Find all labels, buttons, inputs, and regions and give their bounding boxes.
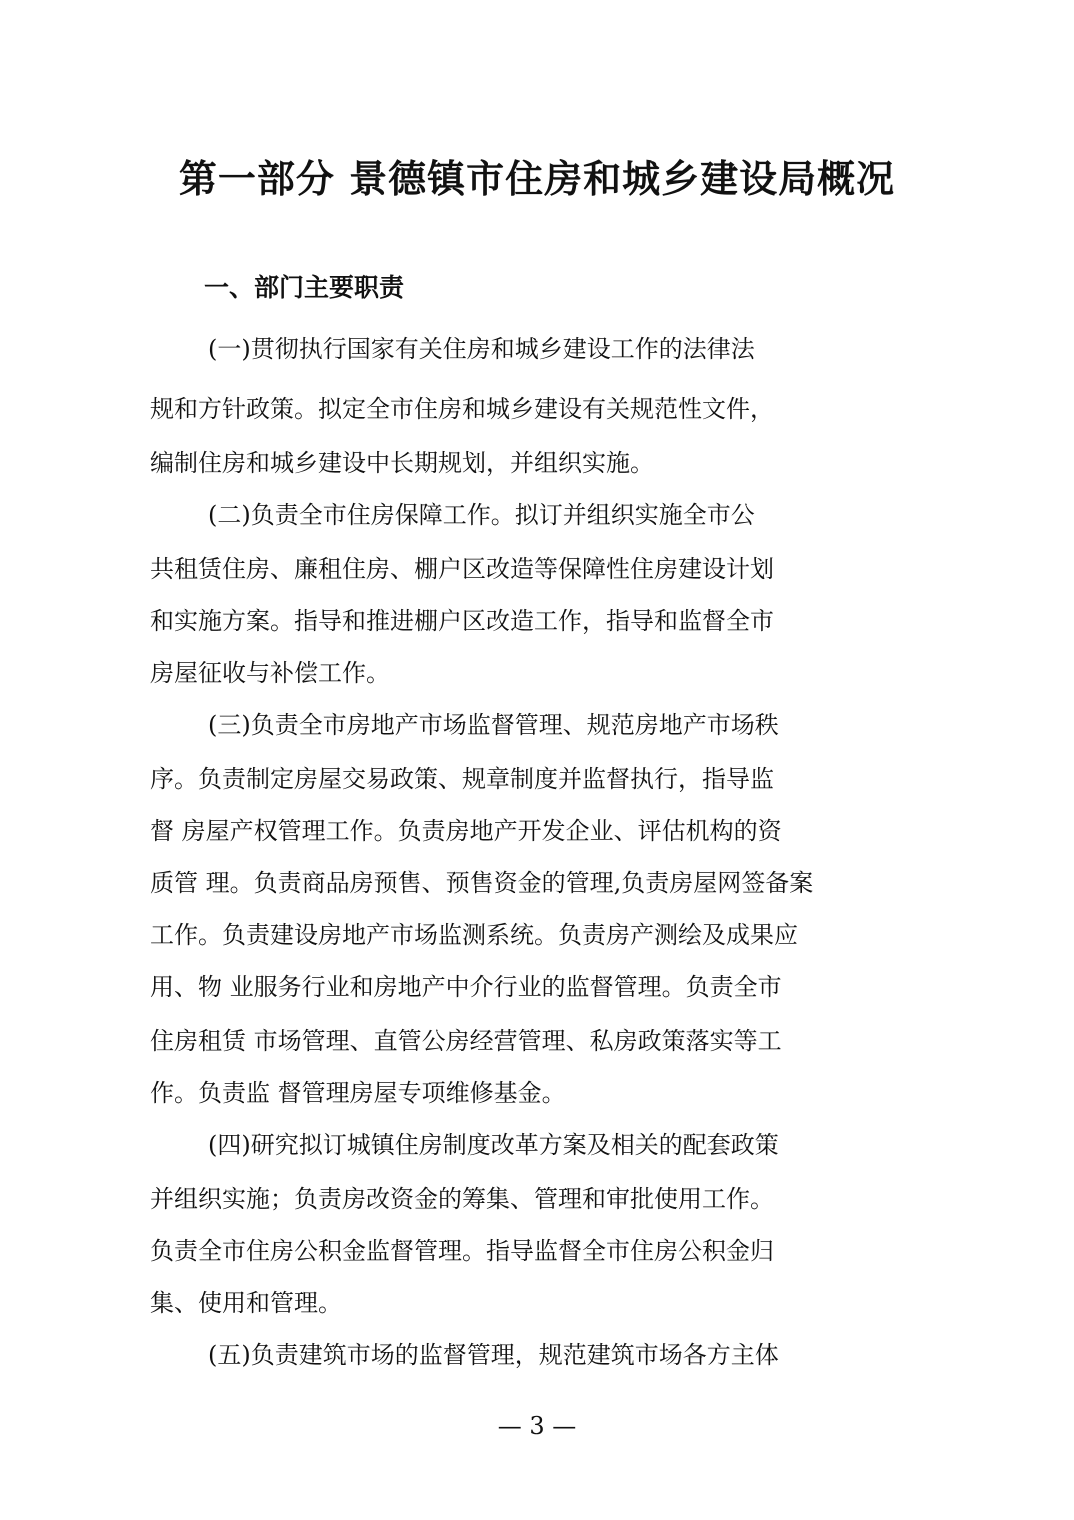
text-line: 和实施方案。指导和推进棚户区改造工作，指导和监督全市 xyxy=(150,607,774,635)
text-line: 作。负责监 督管理房屋专项维修基金。 xyxy=(150,1079,566,1107)
text-line: 负责全市住房公积金监督管理。指导监督全市住房公积金归 xyxy=(150,1237,774,1265)
text-line: 集、使用和管理。 xyxy=(150,1289,342,1317)
section-heading: 一、部门主要职责 xyxy=(204,273,405,302)
text-line: 房屋征收与补偿工作。 xyxy=(150,659,390,687)
text-line: 质管 理。负责商品房预售、预售资金的管理,负责房屋网签备案 xyxy=(150,869,814,897)
page-number: — 3 — xyxy=(497,1412,577,1440)
text-line: 共租赁住房、廉租住房、棚户区改造等保障性住房建设计划 xyxy=(150,555,774,583)
text-line: (五)负责建筑市场的监督管理，规范建筑市场各方主体 xyxy=(208,1341,779,1369)
text-line: 工作。负责建设房地产市场监测系统。负责房产测绘及成果应 xyxy=(150,921,798,949)
text-line: 督 房屋产权管理工作。负责房地产开发企业、评估机构的资 xyxy=(150,817,782,845)
text-line: (二)负责全市住房保障工作。拟订并组织实施全市公 xyxy=(208,501,755,529)
text-line: 用、物 业服务行业和房地产中介行业的监督管理。负责全市 xyxy=(150,973,782,1001)
text-line: (一)贯彻执行国家有关住房和城乡建设工作的法律法 xyxy=(208,335,755,363)
text-line: (四)研究拟订城镇住房制度改革方案及相关的配套政策 xyxy=(208,1131,779,1159)
text-line: 规和方针政策。拟定全市住房和城乡建设有关规范性文件， xyxy=(150,395,774,423)
text-line: (三)负责全市房地产市场监督管理、规范房地产市场秩 xyxy=(208,711,779,739)
page-title: 第一部分 景德镇市住房和城乡建设局概况 xyxy=(178,157,896,201)
text-line: 住房租赁 市场管理、直管公房经营管理、私房政策落实等工 xyxy=(150,1027,782,1055)
text-line: 并组织实施；负责房改资金的筹集、管理和审批使用工作。 xyxy=(150,1185,774,1213)
text-line: 序。负责制定房屋交易政策、规章制度并监督执行，指导监 xyxy=(150,765,774,793)
text-line: 编制住房和城乡建设中长期规划，并组织实施。 xyxy=(150,449,654,477)
